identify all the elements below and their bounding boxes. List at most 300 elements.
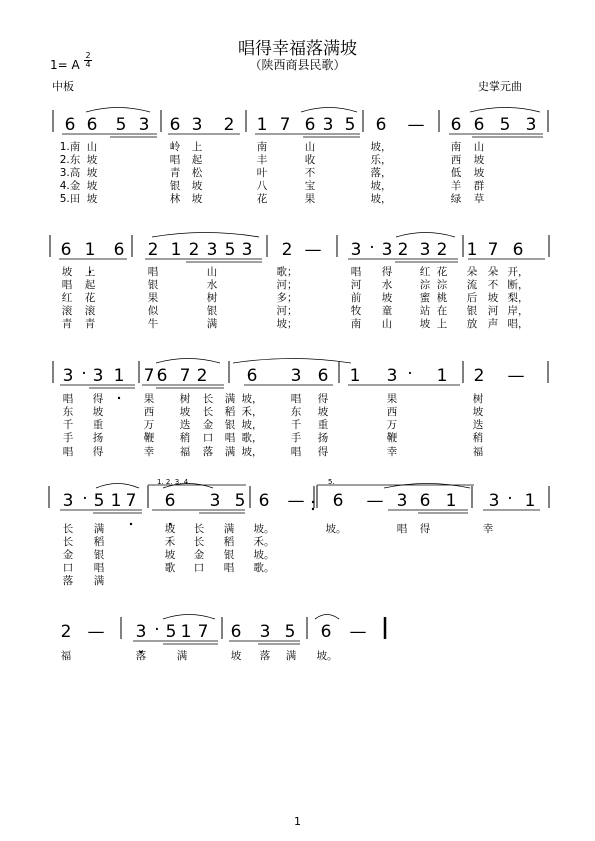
lyric-syllable: 唱 <box>147 266 159 278</box>
lyric-syllable: 唱 <box>61 279 73 291</box>
lyric-syllable: 坡， <box>241 393 263 405</box>
lyric-syllable: 前 <box>350 292 362 304</box>
lyric-syllable: 歌。 <box>253 562 275 574</box>
lyric-syllable: 得 <box>381 266 393 278</box>
lyric-syllable: 上 <box>436 318 448 330</box>
lyric-syllable: 满 <box>176 650 188 662</box>
slur-arc <box>86 108 150 113</box>
lyric-syllable: 山 <box>381 318 393 330</box>
lyric-syllable: 落， <box>370 167 392 179</box>
lyric-syllable: 满 <box>285 650 297 662</box>
note-digit: 3 <box>350 240 362 260</box>
lyric-syllable: 果 <box>304 193 316 205</box>
lyric-syllable: 流 <box>466 279 478 291</box>
lyric-syllable: 断， <box>507 279 529 291</box>
lyric-syllable: 金 <box>202 419 214 431</box>
lyric-syllable: 水 <box>206 279 218 291</box>
lyric-syllable: 唱 <box>93 562 105 574</box>
lyric-syllable: 1.南 <box>59 141 81 153</box>
lyric-syllable: 坡 <box>86 167 98 179</box>
lyric-syllable: 滚 <box>84 305 96 317</box>
lyric-syllable: 得 <box>419 523 431 535</box>
slur-arc <box>384 484 470 489</box>
lyric-syllable: 坡 <box>61 266 73 278</box>
composer-credit: 史掌元曲 <box>478 80 522 93</box>
song-subtitle: （陕西商县民歌） <box>249 58 346 72</box>
lyric-syllable: 福 <box>179 446 191 458</box>
lyric-syllable: 鞭 <box>143 432 155 444</box>
volta-label: 5. <box>328 478 335 486</box>
lyric-syllable: 银 <box>147 279 159 291</box>
lyric-syllable: 唱 <box>224 432 236 444</box>
slur-arc <box>315 615 339 620</box>
lyric-syllable: 果 <box>143 393 155 405</box>
lyric-syllable: 5.田 <box>59 193 81 205</box>
note-digit: 3 <box>191 115 203 135</box>
lyric-syllable: 满 <box>224 393 236 405</box>
lyric-syllable: 禾 <box>164 536 176 548</box>
lyric-syllable: 低 <box>450 167 462 179</box>
lyric-syllable: 稻 <box>93 536 105 548</box>
lyric-syllable: 花 <box>84 292 96 304</box>
lyric-syllable: 落 <box>202 446 214 458</box>
lyric-syllable: 千 <box>290 419 302 431</box>
lyric-syllable: 童 <box>381 305 393 317</box>
lyric-syllable: 2.东 <box>59 154 81 166</box>
note-digit: 7 <box>125 491 137 511</box>
note-digit: 6 <box>375 115 387 135</box>
lyric-syllable: 稍 <box>472 432 484 444</box>
lyric-syllable: 上 <box>84 266 96 278</box>
lyric-syllable: 口 <box>202 432 214 444</box>
lyric-syllable: 树 <box>472 393 484 405</box>
lyric-syllable: 得 <box>317 393 329 405</box>
lyric-syllable: 群 <box>473 180 485 192</box>
note-digit: 1 <box>466 240 478 260</box>
lyric-syllable: 金 <box>193 549 205 561</box>
lyric-syllable: 千 <box>62 419 74 431</box>
lyric-syllable: 红 <box>61 292 73 304</box>
page-number: 1 <box>294 815 301 828</box>
lyric-syllable: 鞭 <box>386 432 398 444</box>
note-digit: 3 <box>209 491 221 511</box>
lyric-syllable: 坡 <box>381 292 393 304</box>
note-digit: 5 <box>499 115 511 135</box>
note-digit: 2 <box>397 240 409 260</box>
lyric-syllable: 似 <box>147 305 159 317</box>
note-digit: 1 <box>84 240 96 260</box>
lyric-syllable: 绿 <box>450 193 462 205</box>
lyric-syllable: 得 <box>92 393 104 405</box>
lyric-syllable: 乐， <box>370 154 392 166</box>
lyric-syllable: 幸 <box>386 446 398 458</box>
lyric-syllable: 草 <box>473 193 485 205</box>
lyric-syllable: 桃 <box>436 292 448 304</box>
note-digit: — <box>349 622 367 642</box>
lyric-syllable: 重 <box>92 419 104 431</box>
lyric-syllable: 西 <box>143 406 155 418</box>
note-digit: 3 <box>290 366 302 386</box>
lyric-syllable: 坡 <box>86 193 98 205</box>
lyric-syllable: 开， <box>507 266 529 278</box>
note-digit: 5 <box>93 491 105 511</box>
lyric-syllable: 岸， <box>507 305 529 317</box>
lyric-syllable: 树 <box>206 292 218 304</box>
lyric-syllable: 后 <box>466 292 478 304</box>
note-digit: 6 <box>169 115 181 135</box>
lyric-syllable: 南 <box>256 141 268 153</box>
lyric-syllable: 禾。 <box>253 536 275 548</box>
note-digit: 1 <box>170 240 182 260</box>
note-digit: 6 <box>512 240 524 260</box>
note-digit: 3 <box>92 366 104 386</box>
lyric-syllable: 梨， <box>507 292 529 304</box>
lyric-syllable: 禾， <box>241 406 263 418</box>
note-digit: 6 <box>450 115 462 135</box>
note-digit: 1 <box>256 115 268 135</box>
lyric-syllable: 满 <box>224 446 236 458</box>
note-digit: 1 <box>445 491 457 511</box>
lyric-syllable: 东 <box>290 406 302 418</box>
lyric-syllable: 坡 <box>473 167 485 179</box>
lyric-syllable: 岭 <box>169 141 181 153</box>
lyric-syllable: 长 <box>62 523 74 535</box>
note-digit: — <box>304 240 322 260</box>
slur-arc <box>152 233 259 238</box>
lyric-syllable: 牧 <box>350 305 362 317</box>
lyric-syllable: 银 <box>466 305 478 317</box>
lyric-syllable: 坡。 <box>325 523 347 535</box>
lyric-syllable: 青 <box>61 318 73 330</box>
note-digit: 5 <box>224 240 236 260</box>
octave-low-dot <box>118 397 120 399</box>
note-digit: 3 <box>206 240 218 260</box>
lyric-syllable: 歌 <box>164 562 176 574</box>
lyric-syllable: 站 <box>419 305 431 317</box>
lyric-syllable: 山 <box>304 141 316 153</box>
note-digit: 6 <box>164 491 176 511</box>
lyric-syllable: 树 <box>179 393 191 405</box>
lyric-syllable: 坡 <box>191 180 203 192</box>
slur-arc <box>470 108 540 113</box>
lyric-syllable: 唱 <box>62 393 74 405</box>
lyric-syllable: 坡。 <box>316 650 338 662</box>
lyric-syllable: 得 <box>92 446 104 458</box>
slur-arc <box>156 359 220 364</box>
note-digit: 7 <box>143 366 155 386</box>
note-digit: 3 <box>135 622 147 642</box>
lyric-syllable: 河； <box>276 279 298 291</box>
lyric-syllable: 坡 <box>487 292 499 304</box>
lyric-syllable: 手 <box>62 432 74 444</box>
lyric-syllable: 长 <box>202 393 214 405</box>
note-digit: 6 <box>60 240 72 260</box>
lyric-syllable: 松 <box>191 167 203 179</box>
lyric-syllable: 福 <box>60 650 72 662</box>
octave-low-dot <box>130 523 132 525</box>
lyric-syllable: 坡 <box>164 523 176 535</box>
lyric-syllable: 红 <box>419 266 431 278</box>
note-digit: 5 <box>234 491 246 511</box>
note-digit: — <box>507 366 525 386</box>
lyric-syllable: 长 <box>193 523 205 535</box>
note-digit: 1 <box>113 366 125 386</box>
lyric-syllable: 满 <box>206 318 218 330</box>
note-digit: 6 <box>320 622 332 642</box>
lyric-syllable: 坡 <box>317 406 329 418</box>
lyric-syllable: 手 <box>290 432 302 444</box>
lyric-syllable: 得 <box>317 446 329 458</box>
lyric-syllable: 3.高 <box>59 167 81 179</box>
note-digit: 3 <box>259 622 271 642</box>
lyric-syllable: 坡 <box>179 406 191 418</box>
slur-arc <box>233 359 351 364</box>
note-digit: 6 <box>113 240 125 260</box>
note-digit: 3 <box>62 491 74 511</box>
lyric-syllable: 唱 <box>169 154 181 166</box>
note-digit: 1 <box>110 491 122 511</box>
lyric-syllable: 青 <box>169 167 181 179</box>
lyric-syllable: 八 <box>256 180 268 192</box>
note-digit: 5 <box>344 115 356 135</box>
repeat-dot <box>312 501 314 503</box>
lyric-syllable: 坡， <box>370 180 392 192</box>
lyric-syllable: 福 <box>472 446 484 458</box>
lyric-syllable: 上 <box>191 141 203 153</box>
note-digit: 5 <box>284 622 296 642</box>
lyric-syllable: 金 <box>62 549 74 561</box>
lyric-syllable: 朵 <box>487 266 499 278</box>
note-digit: 2 <box>436 240 448 260</box>
lyric-syllable: 口 <box>193 562 205 574</box>
note-digit: 2 <box>281 240 293 260</box>
slur-arc <box>163 615 215 620</box>
lyric-syllable: 朵 <box>466 266 478 278</box>
lyric-syllable: 万 <box>143 419 155 431</box>
note-digit: 6 <box>64 115 76 135</box>
lyric-syllable: 不 <box>304 167 316 179</box>
lyric-syllable: 坡 <box>92 406 104 418</box>
lyric-syllable: 落 <box>259 650 271 662</box>
note-digit: — <box>407 115 425 135</box>
note-digit: 3 <box>241 240 253 260</box>
lyric-syllable: 银 <box>224 419 236 431</box>
lyric-syllable: 河 <box>487 305 499 317</box>
note-digit: 2 <box>188 240 200 260</box>
lyric-syllable: 宝 <box>304 180 316 192</box>
note-digit: — <box>87 622 105 642</box>
lyric-syllable: 收 <box>304 154 316 166</box>
note-digit: 3 <box>138 115 150 135</box>
lyric-syllable: 花 <box>256 193 268 205</box>
note-digit: 6 <box>473 115 485 135</box>
lyric-syllable: 起 <box>191 154 203 166</box>
note-digit: — <box>287 491 305 511</box>
lyric-syllable: 银 <box>223 549 235 561</box>
lyric-syllable: 坡， <box>370 193 392 205</box>
lyric-syllable: 南 <box>350 318 362 330</box>
lyric-syllable: 叶 <box>256 167 268 179</box>
note-digit: 3 <box>396 491 408 511</box>
lyric-syllable: 牛 <box>147 318 159 330</box>
lyric-syllable: 坡 <box>191 193 203 205</box>
note-digit: 3 <box>322 115 334 135</box>
note-digit: 6 <box>246 366 258 386</box>
lyric-syllable: 花 <box>436 266 448 278</box>
lyric-syllable: 唱 <box>290 446 302 458</box>
lyric-syllable: 坡 <box>164 549 176 561</box>
note-digit: 6 <box>317 366 329 386</box>
lyric-syllable: 银 <box>93 549 105 561</box>
dot-mark: · <box>154 620 160 640</box>
lyric-syllable: 扬 <box>317 432 329 444</box>
lyric-syllable: 迭 <box>472 419 484 431</box>
key-signature: 1= A <box>50 58 80 72</box>
note-digit: 1 <box>180 622 192 642</box>
lyric-syllable: 果 <box>386 393 398 405</box>
note-digit: 1 <box>349 366 361 386</box>
lyric-syllable: 山 <box>86 141 98 153</box>
lyric-syllable: 西 <box>450 154 462 166</box>
lyric-syllable: 唱 <box>350 266 362 278</box>
lyric-syllable: 唱 <box>396 523 408 535</box>
note-digit: 3 <box>62 366 74 386</box>
lyric-syllable: 扬 <box>92 432 104 444</box>
note-digit: 6 <box>332 491 344 511</box>
lyric-syllable: 坡； <box>276 318 298 330</box>
lyric-syllable: 山 <box>206 266 218 278</box>
lyric-syllable: 坡， <box>370 141 392 153</box>
lyric-syllable: 果 <box>147 292 159 304</box>
lyric-syllable: 幸 <box>482 523 494 535</box>
lyric-syllable: 稻 <box>223 536 235 548</box>
lyric-syllable: 滚 <box>61 305 73 317</box>
note-digit: 3 <box>525 115 537 135</box>
lyric-syllable: 重 <box>317 419 329 431</box>
lyric-syllable: 稍 <box>179 432 191 444</box>
note-digit: 3 <box>386 366 398 386</box>
lyric-syllable: 唱 <box>62 446 74 458</box>
song-title: 唱得幸福落满坡 <box>238 39 357 59</box>
lyric-syllable: 长 <box>202 406 214 418</box>
dot-mark: · <box>369 238 375 258</box>
lyric-syllable: 淙 <box>436 279 448 291</box>
note-digit: 1 <box>524 491 536 511</box>
lyric-syllable: 坡 <box>419 318 431 330</box>
lyric-syllable: 坡 <box>86 180 98 192</box>
time-signature-top: 2 <box>85 51 91 60</box>
lyric-syllable: 坡， <box>241 419 263 431</box>
time-signature-bottom: 4 <box>85 60 91 69</box>
note-digit: 2 <box>473 366 485 386</box>
lyric-syllable: 起 <box>84 279 96 291</box>
lyric-syllable: 坡。 <box>253 523 275 535</box>
slur-arc <box>96 484 139 489</box>
lyric-syllable: 落 <box>62 575 74 587</box>
tempo-marking: 中板 <box>52 80 74 93</box>
lyric-syllable: 长 <box>193 536 205 548</box>
lyric-syllable: 蜜 <box>419 292 431 304</box>
note-digit: 2 <box>60 622 72 642</box>
lyric-syllable: 落 <box>135 650 147 662</box>
note-digit: 1 <box>436 366 448 386</box>
lyric-syllable: 长 <box>62 536 74 548</box>
lyric-syllable: 万 <box>386 419 398 431</box>
lyric-syllable: 歌， <box>241 432 263 444</box>
lyric-syllable: 唱， <box>507 318 529 330</box>
slur-arc <box>301 108 357 113</box>
note-digit: 7 <box>279 115 291 135</box>
lyric-syllable: 口 <box>62 562 74 574</box>
note-digit: 3 <box>419 240 431 260</box>
note-digit: 5 <box>115 115 127 135</box>
lyric-syllable: 多； <box>276 292 298 304</box>
lyric-syllable: 山 <box>473 141 485 153</box>
volta-label: 1. 2. 3. 4. <box>157 478 191 486</box>
dot-mark: · <box>407 364 413 384</box>
note-digit: 2 <box>147 240 159 260</box>
lyric-syllable: 坡。 <box>253 549 275 561</box>
dot-mark: · <box>507 489 513 509</box>
note-digit: 7 <box>179 366 191 386</box>
note-digit: 6 <box>230 622 242 642</box>
note-digit: 6 <box>86 115 98 135</box>
dot-mark: · <box>81 364 87 384</box>
note-digit: — <box>366 491 384 511</box>
lyric-syllable: 青 <box>84 318 96 330</box>
lyric-syllable: 坡 <box>86 154 98 166</box>
lyric-syllable: 唱 <box>290 393 302 405</box>
lyric-syllable: 坡 <box>473 154 485 166</box>
lyric-syllable: 丰 <box>256 154 268 166</box>
lyric-syllable: 声 <box>487 318 499 330</box>
lyric-syllable: 满 <box>93 575 105 587</box>
lyric-syllable: 幸 <box>143 446 155 458</box>
lyric-syllable: 坡 <box>230 650 242 662</box>
note-digit: 6 <box>258 491 270 511</box>
dot-mark: · <box>82 489 88 509</box>
lyric-syllable: 东 <box>62 406 74 418</box>
lyric-syllable: 西 <box>386 406 398 418</box>
lyric-syllable: 满 <box>223 523 235 535</box>
lyric-syllable: 河 <box>350 279 362 291</box>
lyric-syllable: 水 <box>381 279 393 291</box>
lyric-syllable: 羊 <box>450 180 462 192</box>
lyric-syllable: 在 <box>436 305 448 317</box>
lyric-syllable: 满 <box>93 523 105 535</box>
note-digit: 3 <box>381 240 393 260</box>
lyric-syllable: 淙 <box>419 279 431 291</box>
lyric-syllable: 银 <box>169 180 181 192</box>
lyric-syllable: 歌； <box>276 266 298 278</box>
note-digit: 7 <box>197 622 209 642</box>
lyric-syllable: 坡， <box>241 446 263 458</box>
note-digit: 2 <box>223 115 235 135</box>
lyric-syllable: 林 <box>169 193 181 205</box>
note-digit: 3 <box>488 491 500 511</box>
note-digit: 7 <box>487 240 499 260</box>
lyric-syllable: 河； <box>276 305 298 317</box>
lyric-syllable: 迭 <box>179 419 191 431</box>
slur-arc <box>396 233 455 238</box>
lyric-syllable: 放 <box>466 318 478 330</box>
lyric-syllable: 不 <box>487 279 499 291</box>
note-digit: 5 <box>165 622 177 642</box>
lyric-syllable: 稻 <box>224 406 236 418</box>
note-digit: 6 <box>304 115 316 135</box>
lyric-syllable: 南 <box>450 141 462 153</box>
lyric-syllable: 唱 <box>223 562 235 574</box>
